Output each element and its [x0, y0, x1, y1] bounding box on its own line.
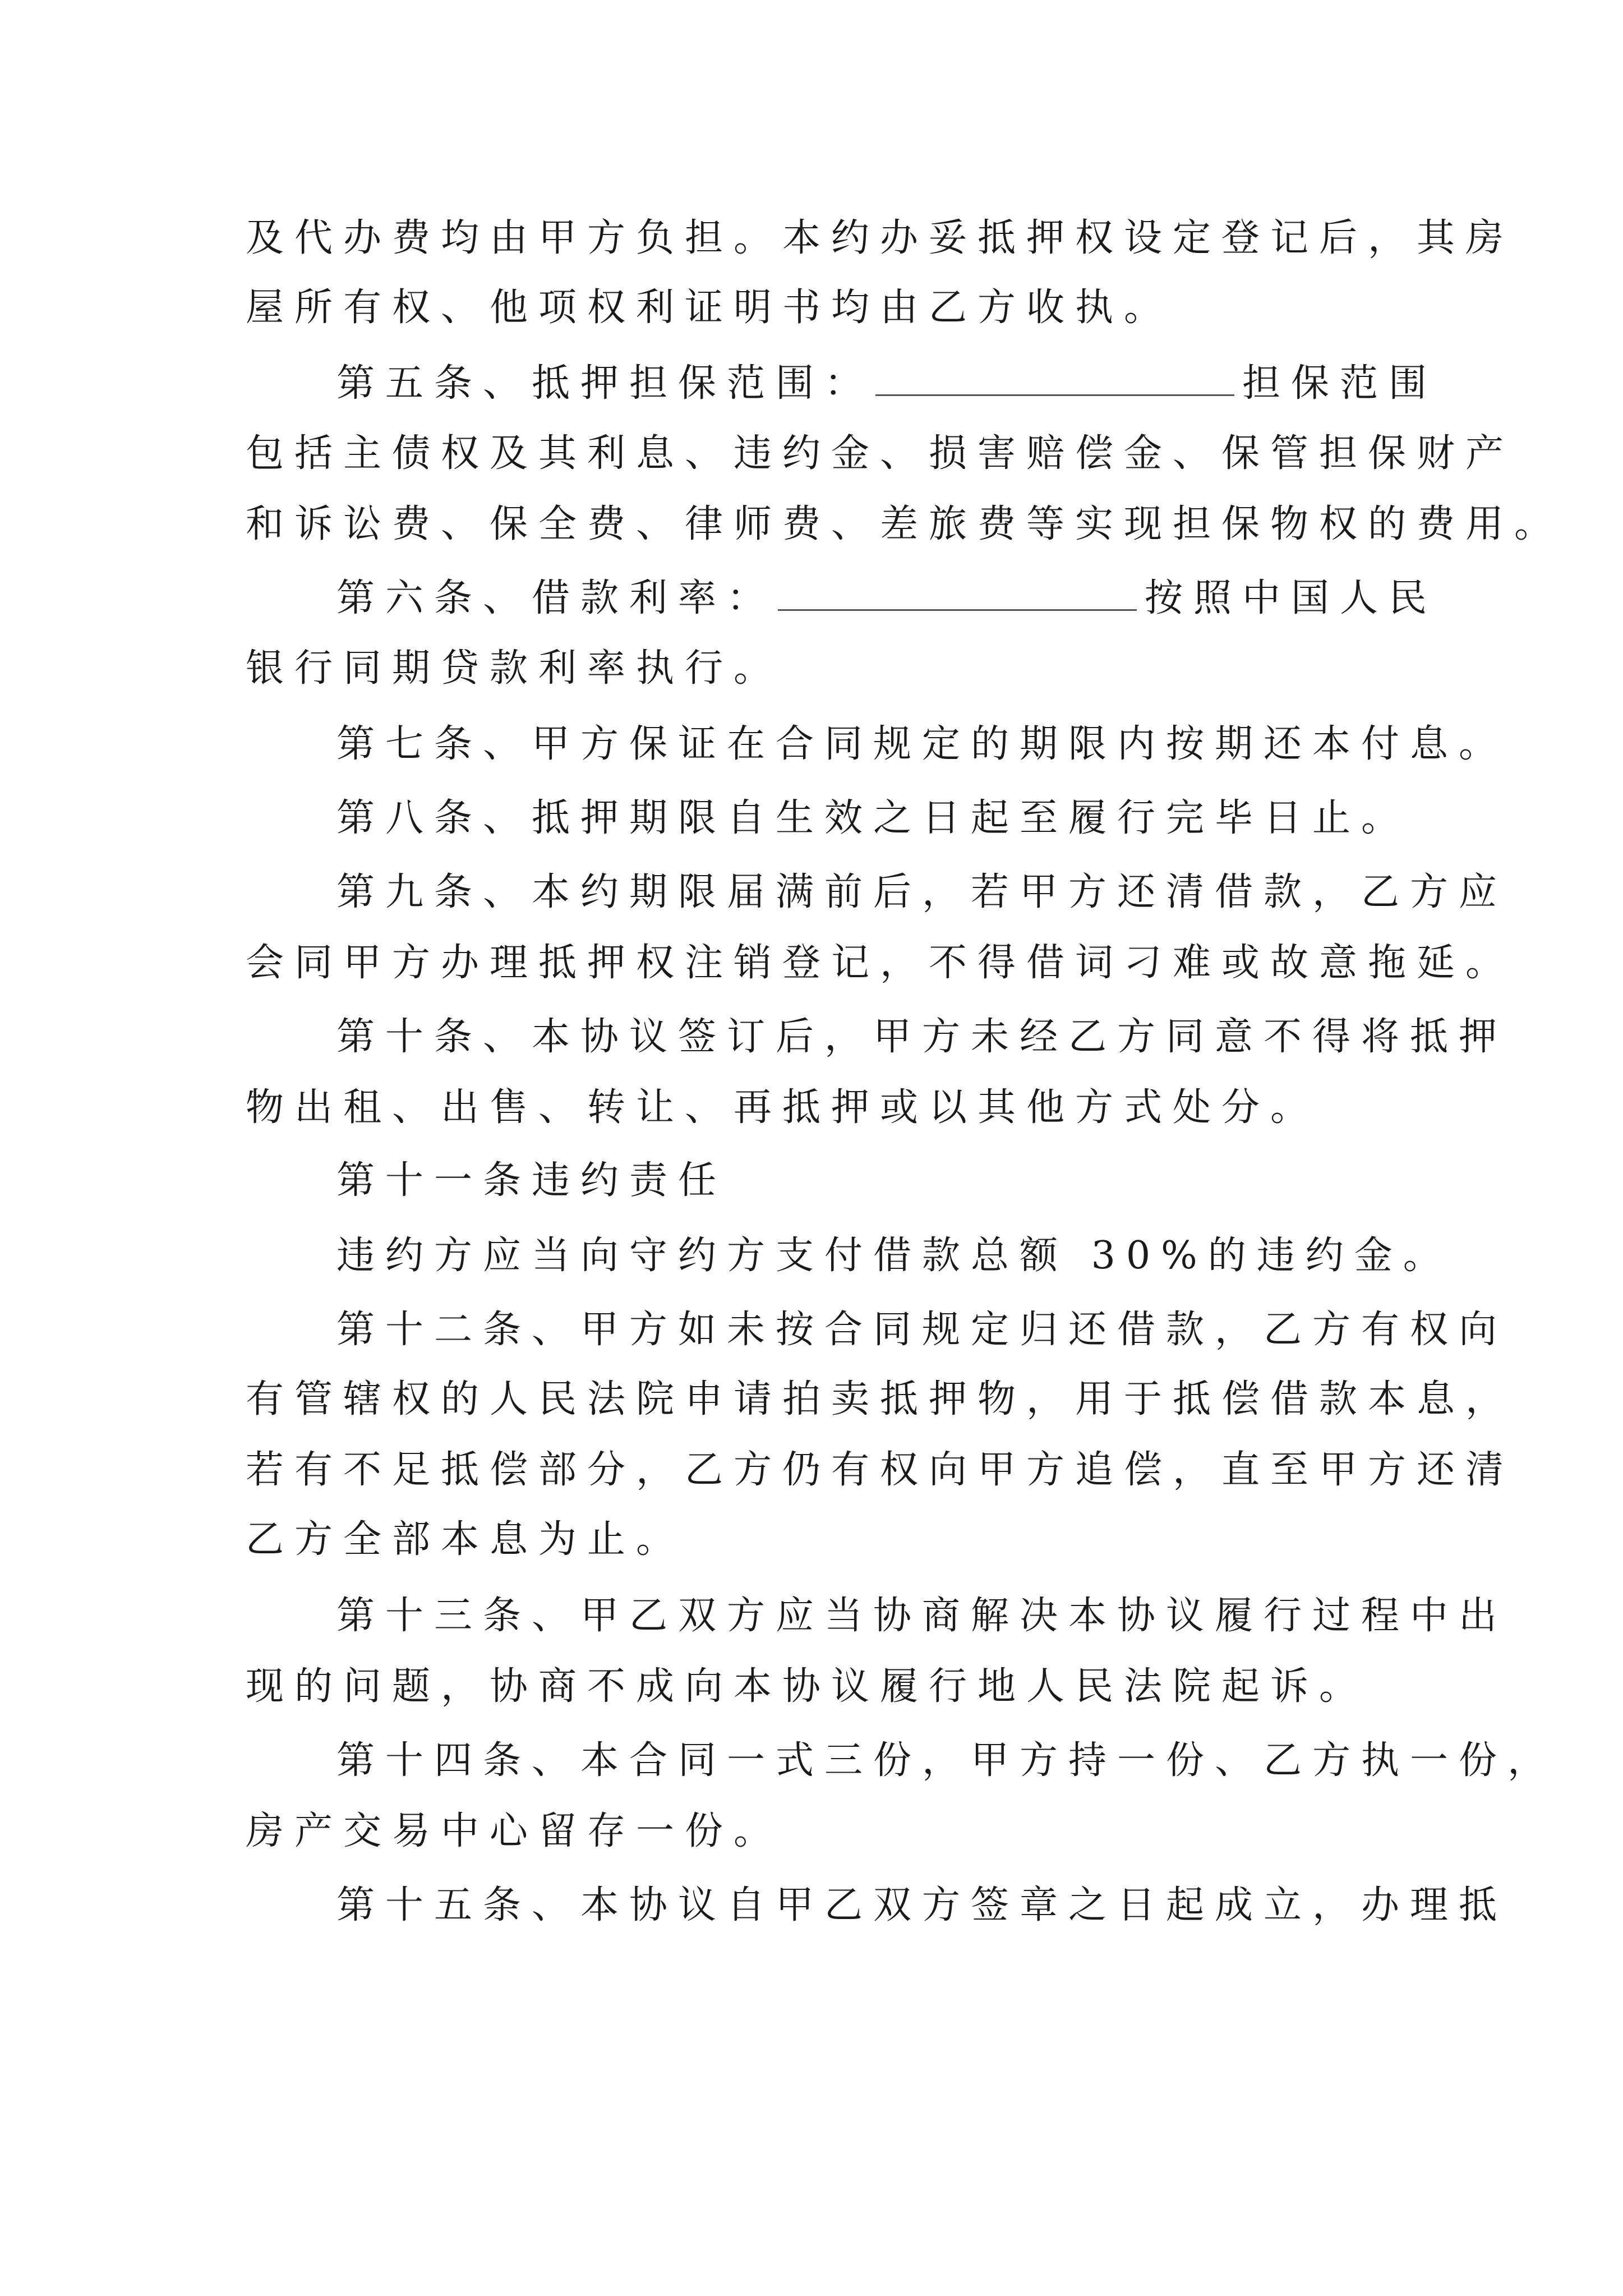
- text-line: 银行同期贷款利率执行。: [246, 646, 783, 691]
- article-6-label: 第六条、借款利率：: [336, 576, 776, 620]
- text-line: 房产交易中心留存一份。: [246, 1809, 783, 1853]
- text-line: 乙方全部本息为止。: [246, 1517, 685, 1562]
- text-line: 屋所有权、他项权利证明书均由乙方收执。: [246, 286, 1173, 330]
- text-line: 第九条、本约期限届满前后，若甲方还清借款，乙方应: [336, 870, 1508, 914]
- text-line: 第八条、抵押期限自生效之日起至履行完毕日止。: [336, 796, 1410, 840]
- article-6-line: [336, 568, 1437, 629]
- article-6-blank: [778, 604, 1137, 611]
- text-line: 现的问题，协商不成向本协议履行地人民法院起诉。: [246, 1664, 1368, 1709]
- article-5-label: 第五条、抵押担保范围：: [336, 361, 874, 406]
- text-line: 违约方应当向守约方支付借款总额 30%的违约金。: [336, 1234, 1452, 1278]
- article-5-line: [336, 353, 1437, 415]
- text-line: 第十五条、本协议自甲乙双方签章之日起成立，办理抵: [336, 1883, 1508, 1927]
- text-line: 有管辖权的人民法院申请拍卖抵押物，用于抵偿借款本息，: [246, 1377, 1515, 1421]
- text-line: 第十二条、甲方如未按合同规定归还借款，乙方有权向: [336, 1308, 1508, 1352]
- text-line: 物出租、出售、转让、再抵押或以其他方式处分。: [246, 1085, 1320, 1130]
- text-line: 及代办费均由甲方负担。本约办妥抵押权设定登记后，其房: [246, 216, 1515, 260]
- article-5-blank: [875, 389, 1234, 396]
- text-line: 会同甲方办理抵押权注销登记，不得借词刁难或故意拖延。: [246, 941, 1515, 985]
- text-line: 和诉讼费、保全费、律师费、差旅费等实现担保物权的费用。: [246, 502, 1564, 546]
- text-line: 第七条、甲方保证在合同规定的期限内按期还本付息。: [336, 722, 1508, 766]
- text-line: 第十四条、本合同一式三份，甲方持一份、乙方执一份，: [336, 1738, 1557, 1783]
- article-6-suffix: 按照中国人民: [1145, 576, 1438, 620]
- text-line: 第十三条、甲乙双方应当协商解决本协议履行过程中出: [336, 1594, 1508, 1638]
- text-line: 第十条、本协议签订后，甲方未经乙方同意不得将抵押: [336, 1015, 1508, 1059]
- text-line: 包括主债权及其利息、违约金、损害赔偿金、保管担保财产: [246, 431, 1515, 476]
- text-line: 第十一条违约责任: [336, 1158, 727, 1203]
- text-line: 若有不足抵偿部分，乙方仍有权向甲方追偿，直至甲方还清: [246, 1448, 1515, 1492]
- article-5-suffix: 担保范围: [1242, 361, 1438, 406]
